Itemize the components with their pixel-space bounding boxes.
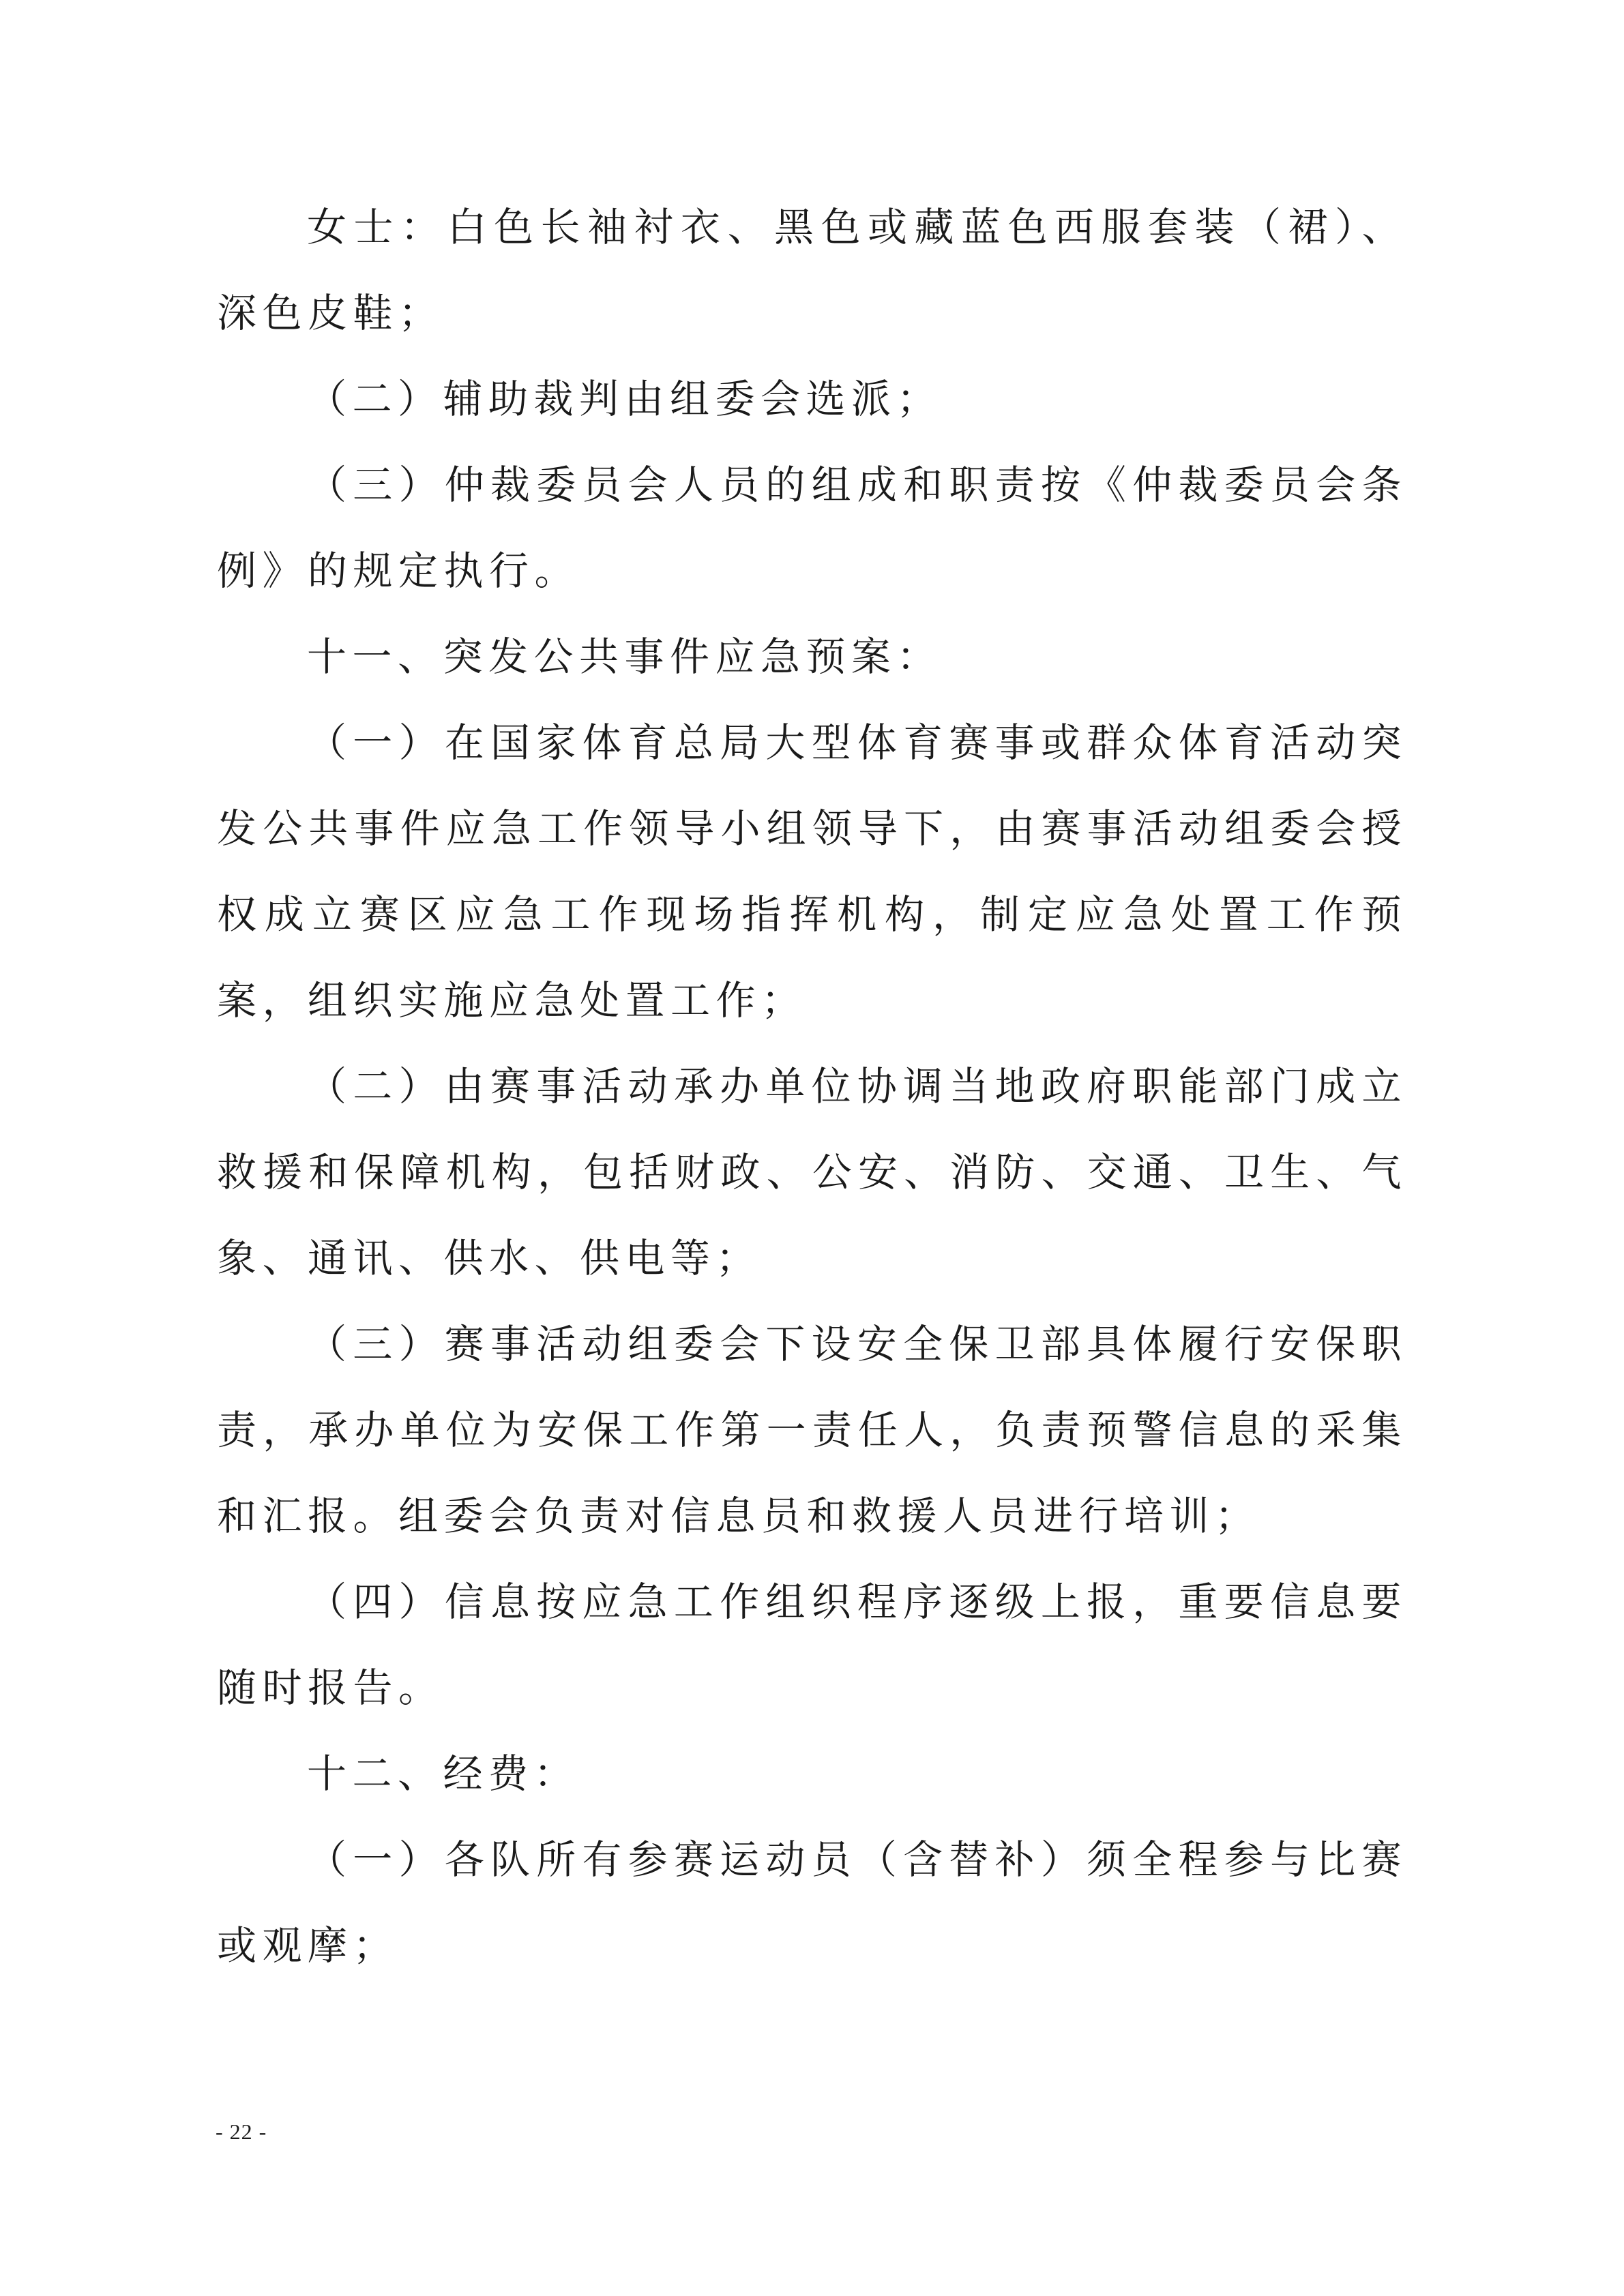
- paragraph-security-duties: （三）赛事活动组委会下设安全保卫部具体履行安保职责，承办单位为安保工作第一责任人，负责预警信息的采集和汇报。组委会负责对信息员和救援人员进行培训；: [217, 1321, 1407, 1539]
- paragraph-dress-code-women: 女士：白色长袖衬衣、黑色或藏蓝色西服套装（裙）、深色皮鞋；: [217, 204, 1407, 336]
- paragraph-athlete-participation: （一）各队所有参赛运动员（含替补）须全程参与比赛或观摩；: [217, 1836, 1407, 1969]
- section-heading-emergency-plan: 十一、突发公共事件应急预案：: [307, 633, 943, 680]
- page-number: - 22 -: [216, 2119, 267, 2144]
- paragraph-arbitration-committee: （三）仲裁委员会人员的组成和职责按《仲裁委员会条例》的规定执行。: [217, 462, 1407, 594]
- paragraph-assistant-referees: （二）辅助裁判由组委会选派；: [307, 376, 943, 422]
- paragraph-rescue-support: （二）由赛事活动承办单位协调当地政府职能部门成立救援和保障机构，包括财政、公安、消防、交通、卫生、气象、通讯、供水、供电等；: [217, 1063, 1407, 1281]
- paragraph-information-reporting: （四）信息按应急工作组织程序逐级上报，重要信息要随时报告。: [217, 1579, 1407, 1711]
- document-body: [217, 184, 1407, 1988]
- paragraph-emergency-command: （一）在国家体育总局大型体育赛事或群众体育活动突发公共事件应急工作领导小组领导下，由赛事活动组委会授权成立赛区应急工作现场指挥机构，制定应急处置工作预案，组织实施应急处置工作；: [217, 719, 1407, 1024]
- section-heading-funding: 十二、经费：: [307, 1750, 580, 1797]
